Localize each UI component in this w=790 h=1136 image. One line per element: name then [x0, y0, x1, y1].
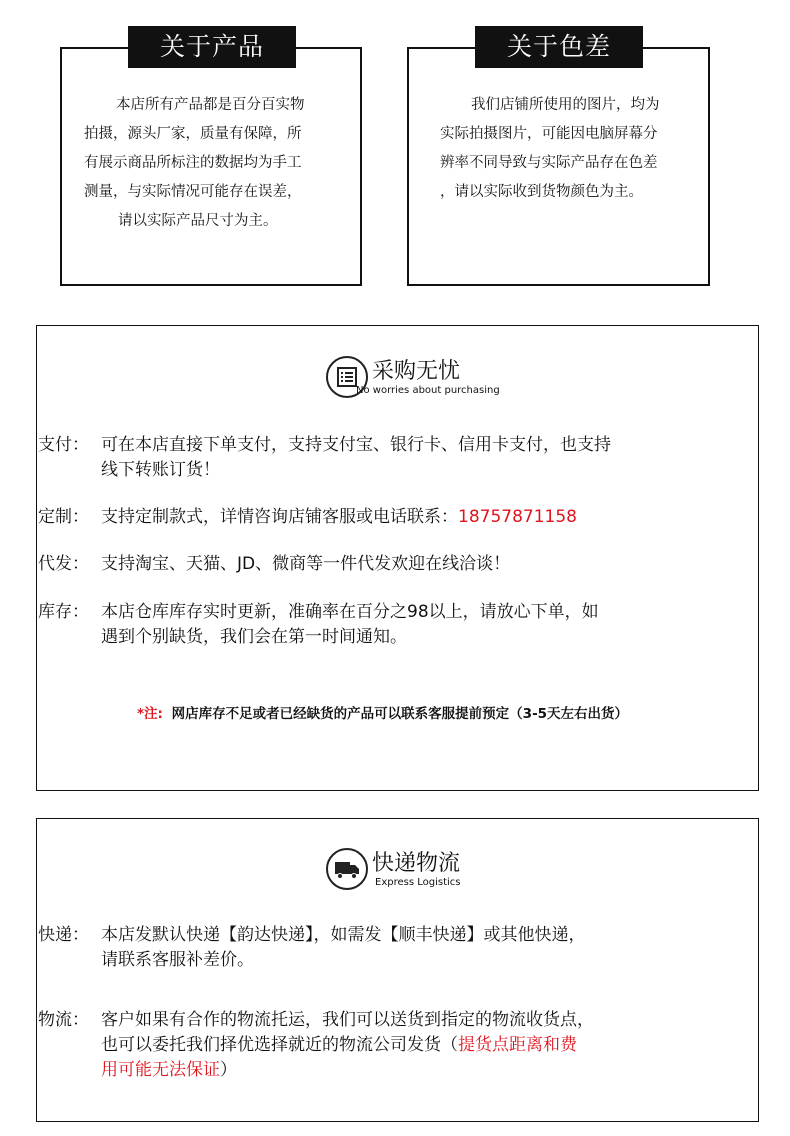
- logistics-subtitle: Express Logistics: [375, 877, 461, 888]
- about-product-line: 测量，与实际情况可能存在误差，: [84, 184, 302, 200]
- custom-label: 定制：: [38, 507, 89, 527]
- stock-label: 库存：: [38, 602, 89, 622]
- about-color-line: 实际拍摄图片，可能因电脑屏幕分: [440, 126, 658, 142]
- about-color-text: [440, 91, 660, 207]
- payment-line: 可在本店直接下单支付，支持支付宝、银行卡、信用卡支付，也支持: [101, 435, 611, 455]
- about-product-line: 请以实际产品尺寸为主。: [118, 213, 278, 229]
- custom-phone: 18757871158: [458, 507, 577, 527]
- stock-note: [137, 702, 628, 722]
- about-color-line: 我们店铺所使用的图片，均为: [471, 97, 660, 113]
- about-product-line: 拍摄，源头厂家，质量有保障，所: [84, 126, 302, 142]
- dropship-text: 支持淘宝、天猫、JD、微商等一件代发欢迎在线洽谈！: [101, 554, 511, 574]
- payment-line: 线下转账订货！: [101, 460, 220, 480]
- logistics-line: 也可以委托我们择优选择就近的物流公司发货（: [101, 1035, 458, 1055]
- about-color-line: ，请以实际收到货物颜色为主。: [440, 184, 643, 200]
- stock-line: 遇到个别缺货，我们会在第一时间通知。: [101, 627, 407, 647]
- express-line: 本店发默认快递【韵达快递】，如需发【顺丰快递】或其他快递，: [101, 925, 586, 945]
- purchase-header: [326, 356, 526, 402]
- logistics-label: 物流：: [38, 1010, 89, 1030]
- express-label: 快递：: [38, 925, 89, 945]
- logistics-warning: 用可能无法保证: [101, 1060, 220, 1080]
- dropship-paragraph: [38, 552, 510, 577]
- stock-line: 本店仓库库存实时更新，准确率在百分之98以上，请放心下单，如: [101, 602, 599, 622]
- note-prefix: *注:: [137, 706, 163, 722]
- express-line: 请联系客服补差价。: [101, 950, 254, 970]
- purchase-subtitle: No worries about purchasing: [356, 385, 500, 396]
- about-color-line: 辨率不同导致与实际产品存在色差: [440, 155, 658, 171]
- logistics-paragraph: [38, 1008, 594, 1083]
- about-product-tag: 关于产品: [128, 26, 296, 68]
- dropship-label: 代发：: [38, 554, 89, 574]
- about-color-tag: 关于色差: [475, 26, 643, 68]
- about-product-line: 本店所有产品都是百分百实物: [116, 97, 305, 113]
- stock-paragraph: [38, 600, 599, 650]
- logistics-title: 快递物流: [372, 851, 461, 876]
- note-text: 网店库存不足或者已经缺货的产品可以联系客服提前预定（3-5天左右出货）: [171, 706, 629, 722]
- custom-text: 支持定制款式，详情咨询店铺客服或电话联系：: [101, 507, 458, 527]
- logistics-line: ）: [220, 1060, 237, 1080]
- truck-icon: [326, 848, 368, 890]
- logistics-line: 客户如果有合作的物流托运，我们可以送货到指定的物流收货点，: [101, 1010, 594, 1030]
- purchase-title: 采购无忧: [372, 359, 461, 384]
- logistics-header: [326, 848, 526, 894]
- about-product-text: [84, 91, 305, 236]
- payment-paragraph: [38, 433, 611, 483]
- logistics-warning: 提货点距离和费: [458, 1035, 577, 1055]
- express-paragraph: [38, 923, 586, 973]
- payment-label: 支付：: [38, 435, 89, 455]
- about-product-line: 有展示商品所标注的数据均为手工: [84, 155, 302, 171]
- custom-paragraph: [38, 505, 577, 530]
